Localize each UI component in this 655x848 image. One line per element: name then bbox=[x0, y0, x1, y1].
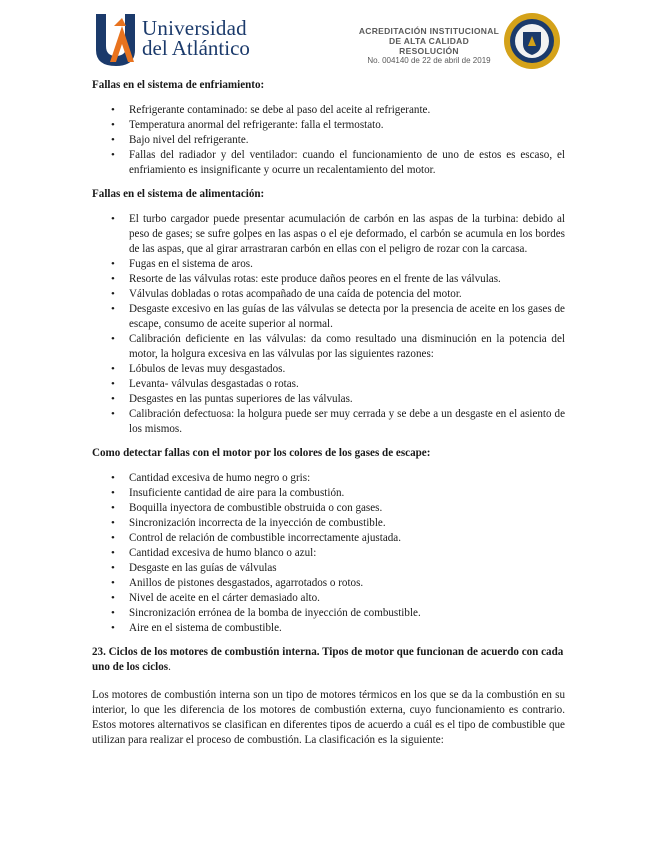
list-item: • Válvulas dobladas o rotas acompañado de una caída de potencia del motor. bbox=[92, 287, 565, 302]
list-cooling-failures bbox=[92, 103, 565, 178]
list-item: • Fallas del radiador y del ventilador: cuando el funcionamiento de uno de estos es escaso, el enfriamiento es insignificante y ocurre un recalentamiento del motor. bbox=[92, 148, 565, 178]
list-item: • Desgaste excesivo en las guías de las válvulas se detecta por la presencia de aceite en los gases de escape, consumo de aceite superior al normal. bbox=[92, 302, 565, 332]
list-item: • Cantidad excesiva de humo blanco o azul: bbox=[92, 546, 565, 561]
accreditation-line1: ACREDITACIÓN INSTITUCIONAL bbox=[358, 26, 500, 36]
list-item: • Fugas en el sistema de aros. bbox=[92, 257, 565, 272]
page-header bbox=[0, 10, 655, 72]
section-heading-fuel-system: Fallas en el sistema de alimentación: bbox=[92, 188, 265, 200]
list-item: • Sincronización errónea de la bomba de inyección de combustible. bbox=[92, 606, 565, 621]
list-item: • Temperatura anormal del refrigerante: falla el termostato. bbox=[92, 118, 565, 133]
list-item: • Cantidad excesiva de humo negro o gris: bbox=[92, 471, 565, 486]
document-body bbox=[92, 78, 565, 748]
list-fuel-system-failures bbox=[92, 212, 565, 437]
list-item: • Resorte de las válvulas rotas: este produce daños peores en el frente de las válvulas. bbox=[92, 272, 565, 287]
list-exhaust-colors bbox=[92, 471, 565, 636]
list-item: • Desgaste en las guías de válvulas bbox=[92, 561, 565, 576]
section-heading-cooling: Fallas en el sistema de enfriamiento: bbox=[92, 79, 265, 91]
list-item: • Bajo nivel del refrigerante. bbox=[92, 133, 565, 148]
accreditation-line3: No. 004140 de 22 de abril de 2019 bbox=[367, 56, 491, 65]
section-23-heading-text: 23. Ciclos de los motores de combustión interna. Tipos de motor que funcionan de acuerdo con cada uno de los ciclos bbox=[92, 646, 564, 673]
list-item: • Insuficiente cantidad de aire para la combustión. bbox=[92, 486, 565, 501]
list-item: • Refrigerante contaminado: se debe al paso del aceite al refrigerante. bbox=[92, 103, 565, 118]
university-name-line1: Universidad bbox=[142, 16, 247, 40]
section-23-paragraph: Los motores de combustión interna son un tipo de motores térmicos en los que se da la combustión en su interior, lo que les diferencia de los motores de combustión externa, cuyo funcionamiento es contrario. Estos motores alternativos se clasifican en diferentes tipos de acuerdo a cuál es el tipo de combustible que utilizan para realizar el proceso de combustión. La clasificación es la siguiente: bbox=[92, 689, 565, 746]
section-heading-exhaust-colors: Como detectar fallas con el motor por los colores de los gases de escape: bbox=[92, 447, 431, 459]
list-item: • Anillos de pistones desgastados, agarrotados o rotos. bbox=[92, 576, 565, 591]
accreditation-line2: DE ALTA CALIDAD RESOLUCIÓN bbox=[388, 36, 470, 56]
list-item: • Levanta- válvulas desgastadas o rotas. bbox=[92, 377, 565, 392]
list-item: • Aire en el sistema de combustible. bbox=[92, 621, 565, 636]
list-item: • Desgastes en las puntas superiores de las válvulas. bbox=[92, 392, 565, 407]
university-logo bbox=[92, 12, 140, 66]
list-item: • Sincronización incorrecta de la inyección de combustible. bbox=[92, 516, 565, 531]
accreditation-text bbox=[358, 26, 500, 66]
list-item: • Boquilla inyectora de combustible obstruida o con gases. bbox=[92, 501, 565, 516]
list-item: • Control de relación de combustible incorrectamente ajustada. bbox=[92, 531, 565, 546]
section-23-heading bbox=[92, 645, 565, 675]
university-name bbox=[142, 18, 250, 58]
list-item: • Lóbulos de levas muy desgastados. bbox=[92, 362, 565, 377]
section-23-heading-period: . bbox=[168, 661, 171, 673]
accreditation-seal-icon bbox=[503, 12, 561, 70]
university-name-line2: del Atlántico bbox=[142, 36, 250, 60]
list-item: • Calibración deficiente en las válvulas: da como resultado una disminución en la potencia del motor, la holgura excesiva en las válvulas por las siguientes razones: bbox=[92, 332, 565, 362]
list-item: • Nivel de aceite en el cárter demasiado alto. bbox=[92, 591, 565, 606]
list-item: • Calibración defectuosa: la holgura puede ser muy cerrada y se debe a un desgaste en el asiento de los mismos. bbox=[92, 407, 565, 437]
list-item: • El turbo cargador puede presentar acumulación de carbón en las aspas de la turbina: debido al peso de gases; se sufre golpes en las aspas o el eje deformado, el carbón se acumula en los bordes de las aspas, que al girar arrastraran carbón en ellas con el peligro de rozar con la carcasa. bbox=[92, 212, 565, 257]
